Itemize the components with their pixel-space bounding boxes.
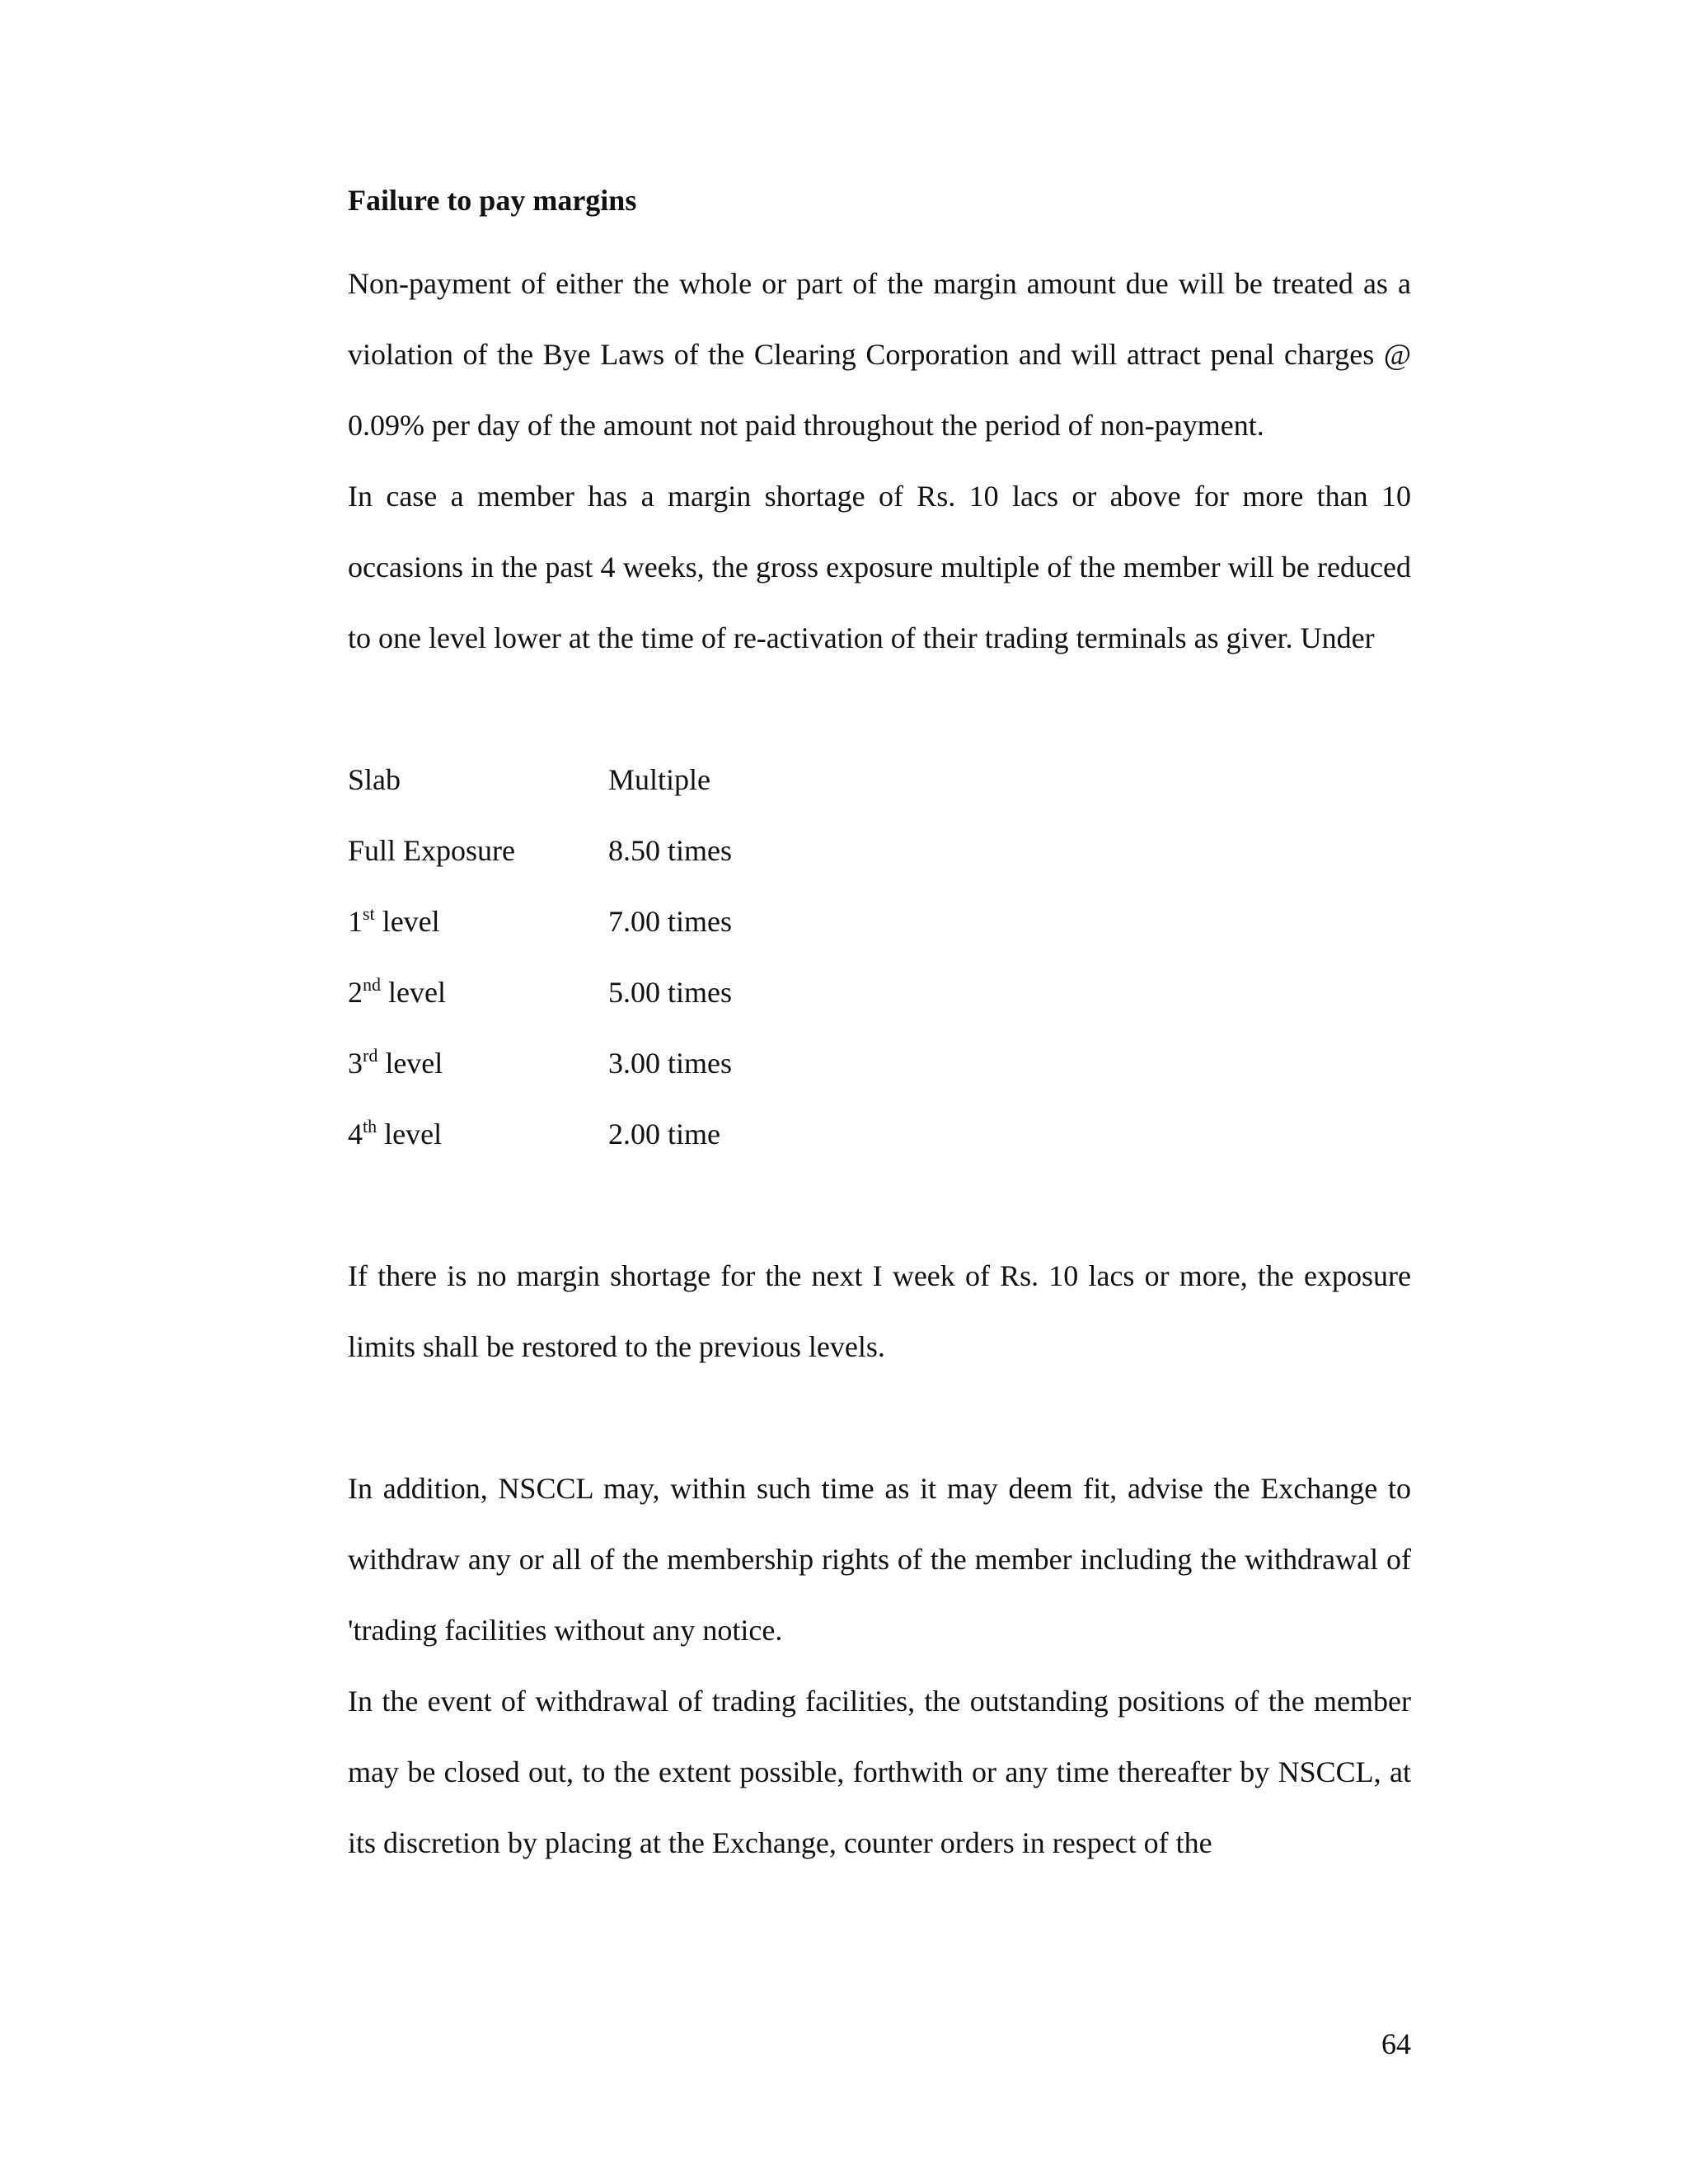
level-word: level: [377, 1118, 443, 1151]
table-row: [348, 1028, 859, 1099]
ordinal-suffix: nd: [363, 974, 381, 995]
table-row: [348, 957, 859, 1028]
multiple-cell: 3.00 times: [608, 1047, 732, 1080]
ordinal-suffix: th: [363, 1116, 377, 1137]
spacer: [348, 1382, 1411, 1453]
table-header-row: [348, 744, 859, 815]
spacer: [348, 1169, 1411, 1240]
ordinal-suffix: rd: [363, 1045, 378, 1066]
level-word: level: [381, 976, 446, 1009]
section-heading: Failure to pay margins: [348, 184, 637, 217]
page-number: 64: [1381, 2027, 1411, 2060]
paragraph-margin-shortage: In case a member has a margin shortage of Rs. 10 lacs or above for more than 10 occasions in the past 4 weeks, the gross exposure multiple of the member will be reduced to one level lower at the time of re-activation of their trading terminals as giver. Under: [348, 480, 1411, 654]
ordinal-suffix: st: [363, 903, 375, 924]
slab-cell: [348, 886, 608, 957]
paragraph-withdraw-rights: In addition, NSCCL may, within such time as it may deem fit, advise the Exchange to withdraw any or all of the membership rights of the member including the withdrawal of 'trading facilities without any notice.: [348, 1472, 1411, 1647]
level-word: level: [377, 1047, 443, 1080]
multiple-cell: 8.50 times: [608, 834, 732, 867]
slab-label: 2: [348, 976, 363, 1009]
paragraph-penal-charges: Non-payment of either the whole or part of the margin amount due will be treated as a violation of the Bye Laws of the Clearing Corporation and will attract penal charges @ 0.09% per day of the amount not paid throughout the period of non-payment.: [348, 267, 1411, 442]
header-multiple: Multiple: [608, 763, 710, 796]
slab-label: 3: [348, 1047, 363, 1080]
multiple-cell: 2.00 time: [608, 1118, 720, 1151]
slab-cell: [348, 957, 608, 1028]
slab-cell: [348, 1099, 608, 1169]
multiple-cell: 5.00 times: [608, 976, 732, 1009]
multiple-cell: 7.00 times: [608, 905, 732, 938]
slab-label: 4: [348, 1118, 363, 1151]
table-row: [348, 815, 859, 886]
slab-multiple-table: [348, 744, 859, 1169]
page-content: [348, 177, 1411, 1878]
paragraph-restore-limits: If there is no margin shortage for the next I week of Rs. 10 lacs or more, the exposure limits shall be restored to the previous levels.: [348, 1259, 1411, 1363]
table-row: [348, 886, 859, 957]
level-word: level: [374, 905, 440, 938]
slab-cell: [348, 1028, 608, 1099]
slab-label: Full Exposure: [348, 834, 515, 867]
slab-label: 1: [348, 905, 363, 938]
table-row: [348, 1099, 859, 1169]
slab-cell: [348, 815, 608, 886]
paragraph-close-out: In the event of withdrawal of trading facilities, the outstanding positions of the member may be closed out, to the extent possible, forthwith or any time thereafter by NSCCL, at its discretion by placing at the Exchange, counter orders in respect of the: [348, 1685, 1411, 1859]
spacer: [348, 673, 1411, 744]
header-slab: Slab: [348, 763, 401, 796]
